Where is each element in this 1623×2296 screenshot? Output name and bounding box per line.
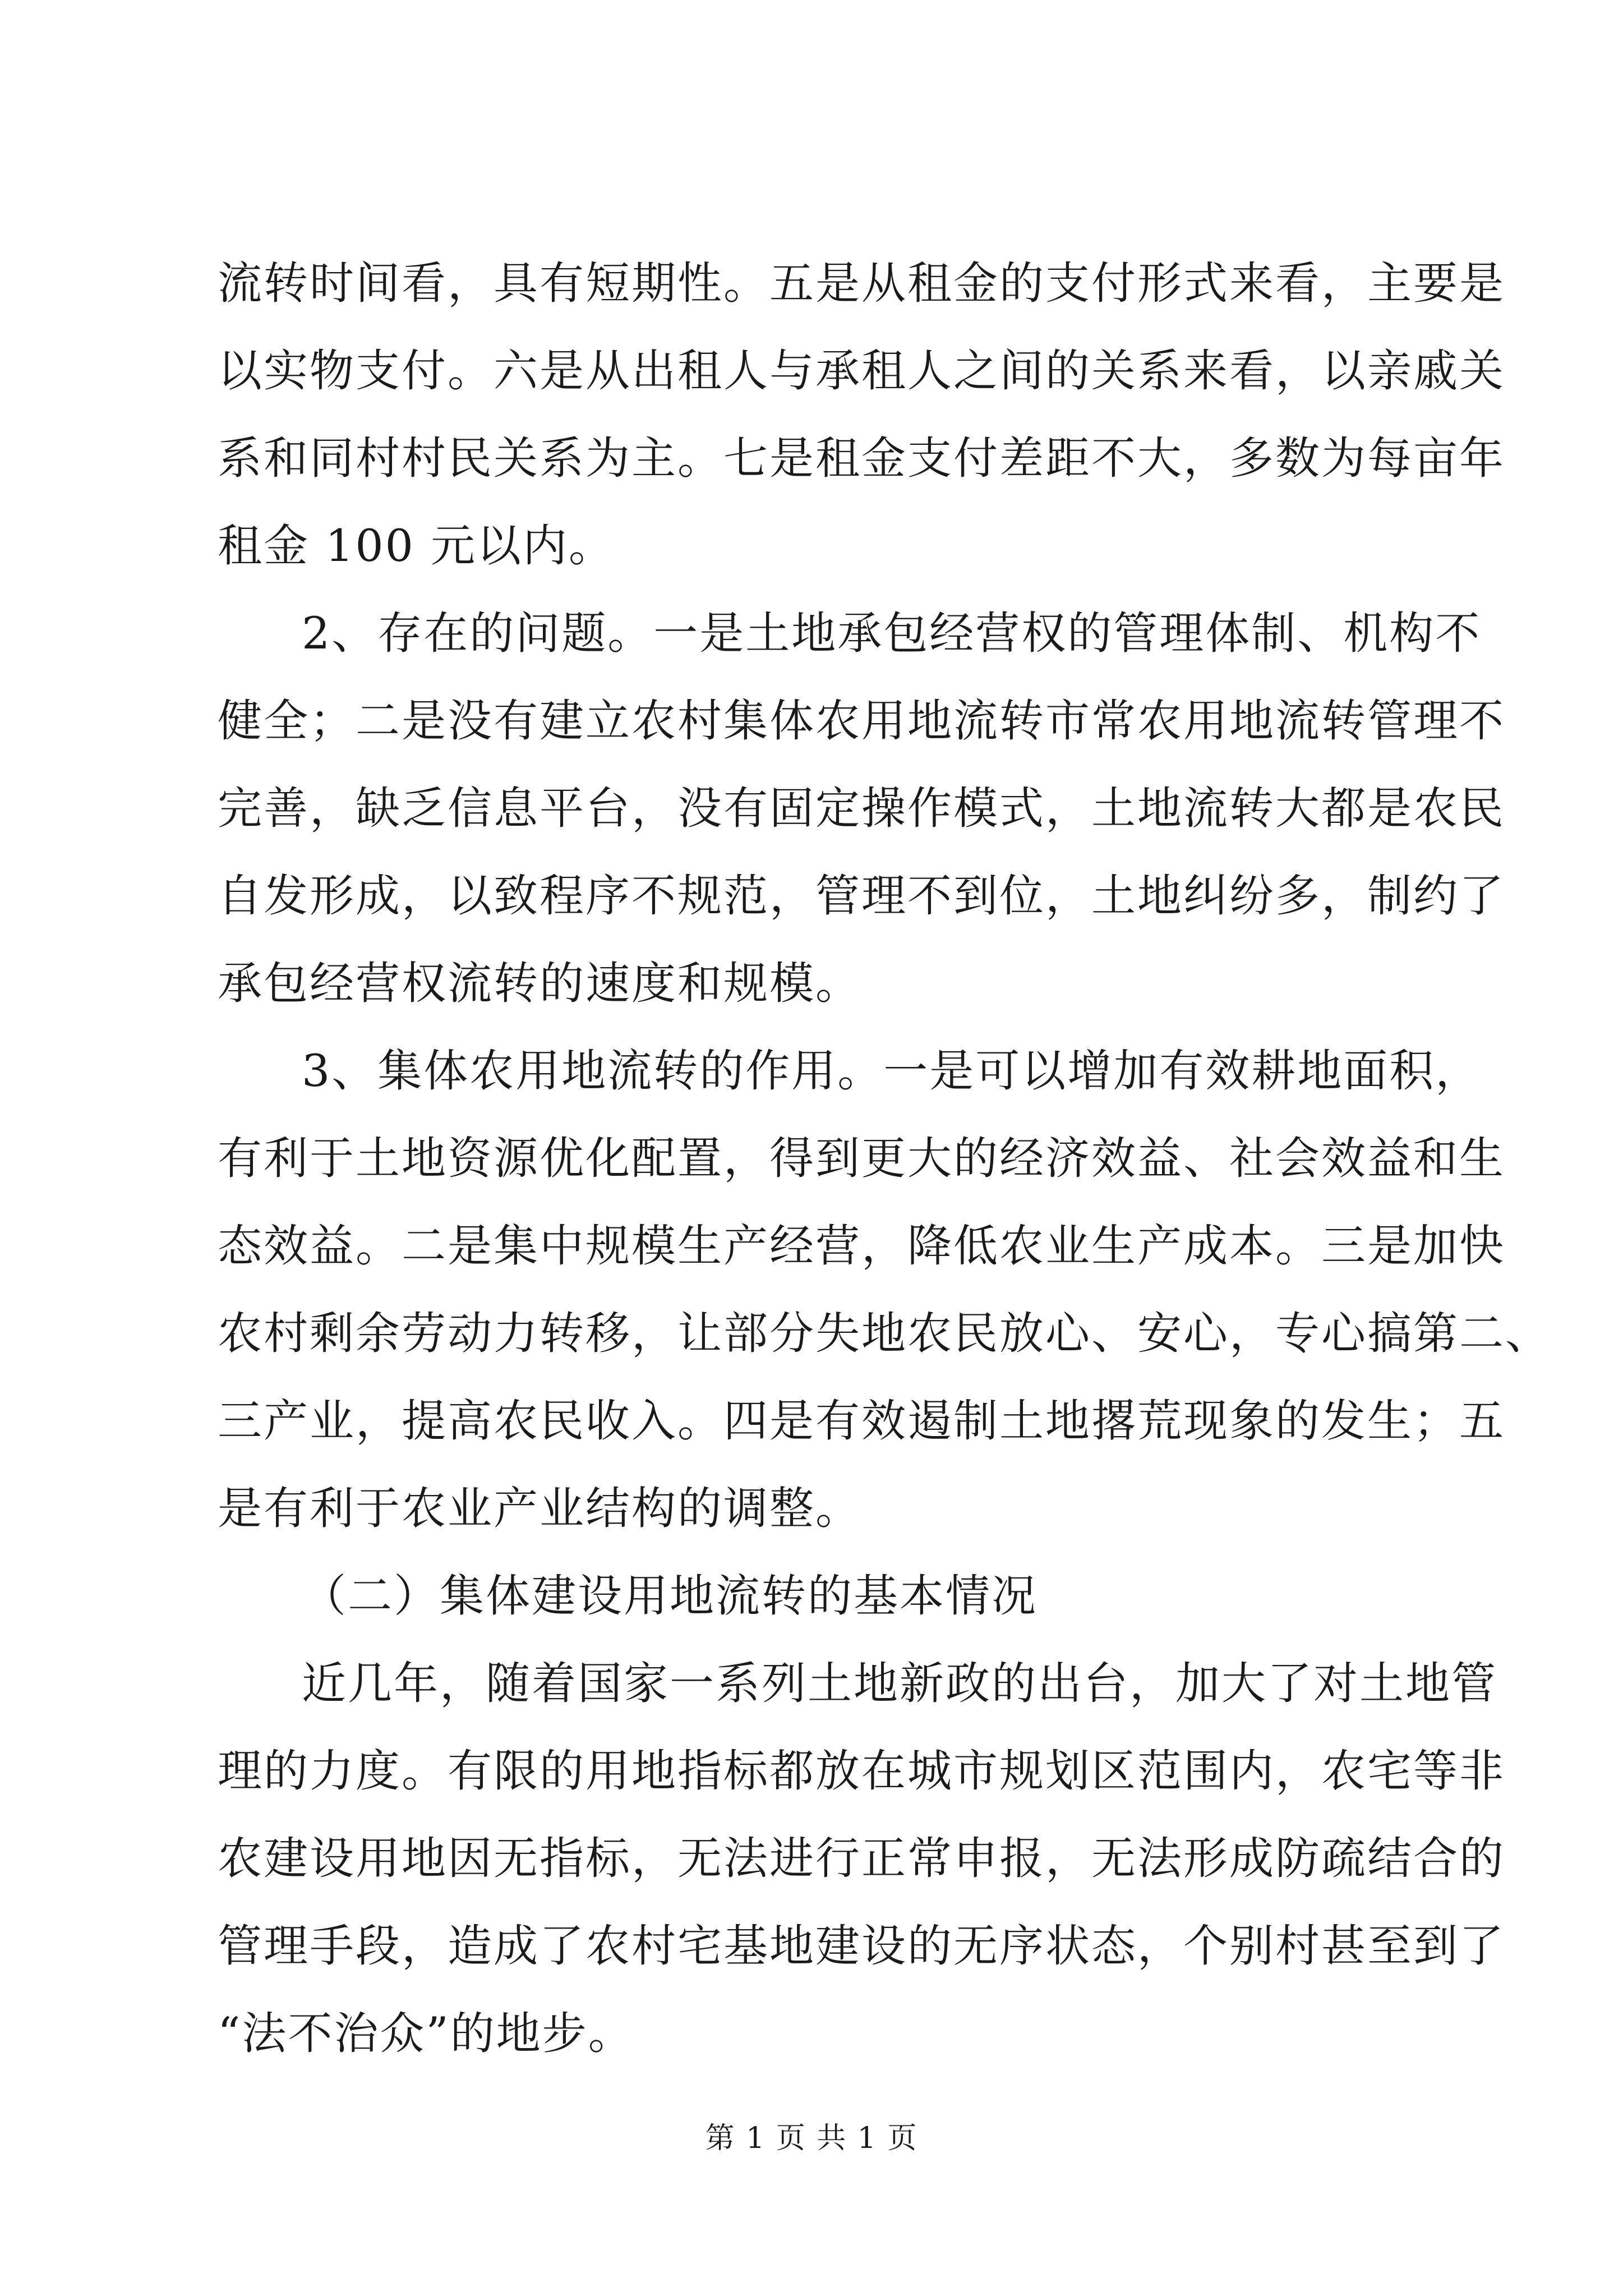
text-line: 自发形成，以致程序不规范，管理不到位，土地纠纷多，制约了 (218, 870, 1505, 922)
text-line: 是有利于农业产业结构的调整。 (218, 1483, 861, 1534)
page-footer: 第 1 页 共 1 页 (705, 2122, 918, 2155)
section-heading: （二）集体建设用地流转的基本情况 (302, 1570, 1038, 1622)
text-line: 健全；二是没有建立农村集体农用地流转市常农用地流转管理不 (218, 695, 1505, 747)
paragraph-start-line: 2、存在的问题。一是土地承包经营权的管理体制、机构不 (302, 608, 1482, 659)
text-line: 农村剩余劳动力转移，让部分失地农民放心、安心，专心搞第二、 (218, 1308, 1551, 1359)
text-line: 承包经营权流转的速度和规模。 (218, 958, 861, 1009)
text-line: 系和同村村民关系为主。七是租金支付差距不大，多数为每亩年 (218, 432, 1505, 484)
text-line: 管理手段，造成了农村宅基地建设的无序状态，个别村甚至到了 (218, 1920, 1505, 1972)
text-line: “法不治众”的地步。 (218, 2008, 634, 2059)
text-line: 农建设用地因无指标，无法进行正常申报，无法形成防疏结合的 (218, 1833, 1505, 1884)
paragraph-start-line: 3、集体农用地流转的作用。一是可以增加有效耕地面积， (302, 1045, 1482, 1097)
text-line: 以实物支付。六是从出租人与承租人之间的关系来看，以亲戚关 (218, 345, 1505, 397)
text-line: 流转时间看，具有短期性。五是从租金的支付形式来看，主要是 (218, 257, 1505, 309)
text-line: 有利于土地资源优化配置，得到更大的经济效益、社会效益和生 (218, 1133, 1505, 1184)
text-line: 态效益。二是集中规模生产经营，降低农业生产成本。三是加快 (218, 1220, 1505, 1272)
text-line: 理的力度。有限的用地指标都放在城市规划区范围内，农宅等非 (218, 1745, 1505, 1797)
text-line: 三产业，提高农民收入。四是有效遏制土地撂荒现象的发生；五 (218, 1395, 1505, 1447)
text-line: 租金 100 元以内。 (218, 520, 615, 572)
text-line: 完善，缺乏信息平台，没有固定操作模式，土地流转大都是农民 (218, 783, 1505, 834)
paragraph-start-line: 近几年，随着国家一系列土地新政的出台，加大了对土地管 (302, 1658, 1497, 1709)
